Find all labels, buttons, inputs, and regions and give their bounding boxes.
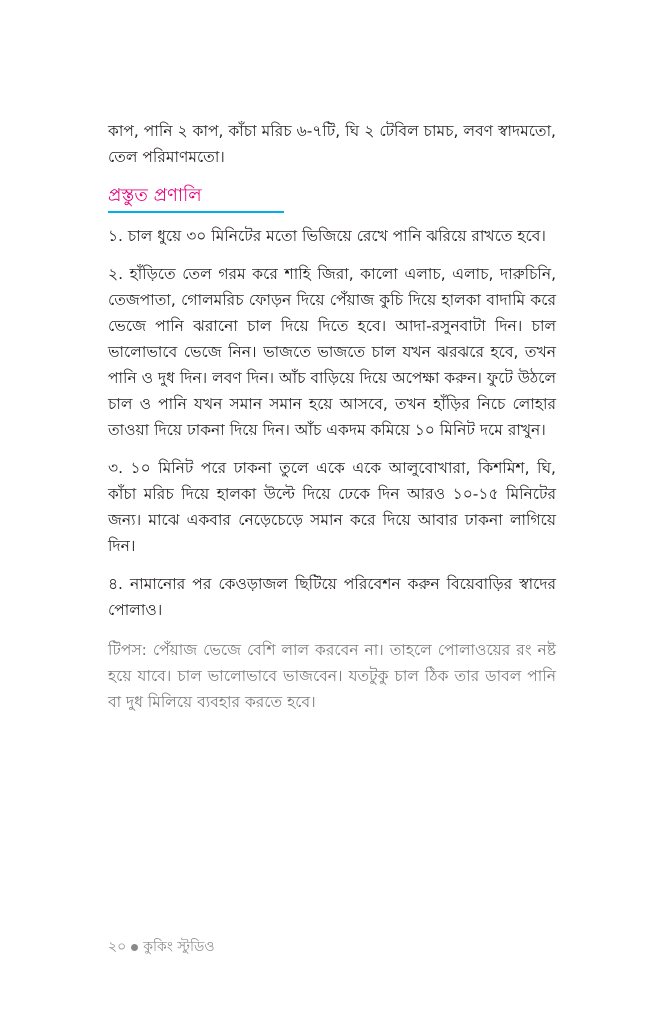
tips-note: টিপস: পেঁয়াজ ভেজে বেশি লাল করবেন না। তাহলে পোলাওয়ের রং নষ্ট হয়ে যাবে। চাল ভালোভাবে ভাজবেন। যতটুকু চাল ঠিক তার ডাবল পানি বা দুধ মিলিয়ে ব্যবহার করতে হবে। bbox=[108, 641, 556, 711]
step-2: ২. হাঁড়িতে তেল গরম করে শাহি জিরা, কালো এলাচ, এলাচ, দারুচিনি, তেজপাতা, গোলমরিচ ফোড়ন দিয়ে পেঁয়াজ কুচি দিয়ে হালকা বাদামি করে ভেজে পানি ঝরানো চাল দিয়ে দিতে হবে। আদা-রসুনবাটা দিন। চাল ভালোভাবে ভেজে নিন। ভাজতে ভাজতে চাল যখন ঝরঝরে হবে, তখন পানি ও দুধ দিন। লবণ দিন। আঁচ বাড়িয়ে দিয়ে অপেক্ষা করুন। ফুটে উঠলে চাল ও পানি যখন সমান সমান হয়ে আসবে, তখন হাঁড়ির নিচে লোহার তাওয়া দিয়ে ঢাকনা দিয়ে দিন। আঁচ একদম কমিয়ে ১০ মিনিট দমে রাখুন। bbox=[108, 265, 556, 439]
step-1: ১. চাল ধুয়ে ৩০ মিনিটের মতো ভিজিয়ে রেখে পানি ঝরিয়ে রাখতে হবে। bbox=[108, 227, 546, 245]
page-number: ২০ bbox=[108, 939, 127, 955]
section-heading-wrap bbox=[108, 184, 556, 213]
bullet-dot-icon bbox=[131, 944, 138, 951]
ingredients-tail: কাপ, পানি ২ কাপ, কাঁচা মরিচ ৬-৭টি, ঘি ২ টেবিল চামচ, লবণ স্বাদমতো, তেল পরিমাণমতো। bbox=[108, 122, 556, 166]
book-title: কুকিং স্টুডিও bbox=[143, 939, 215, 955]
page-footer bbox=[108, 935, 215, 959]
section-heading: প্রস্তুত প্রণালি bbox=[108, 184, 284, 213]
step-3: ৩. ১০ মিনিট পরে ঢাকনা তুলে একে একে আলুবোখারা, কিশমিশ, ঘি, কাঁচা মরিচ দিয়ে হালকা উল্টে দিয়ে ঢেকে দিন আরও ১০-১৫ মিনিটের জন্য। মাঝে একবার নেড়েচেড়ে সমান করে দিয়ে আবার ঢাকনা লাগিয়ে দিন। bbox=[108, 459, 556, 555]
step-4: ৪. নামানোর পর কেওড়াজল ছিটিয়ে পরিবেশন করুন বিয়েবাড়ির স্বাদের পোলাও। bbox=[108, 575, 556, 619]
page-content bbox=[108, 118, 556, 727]
